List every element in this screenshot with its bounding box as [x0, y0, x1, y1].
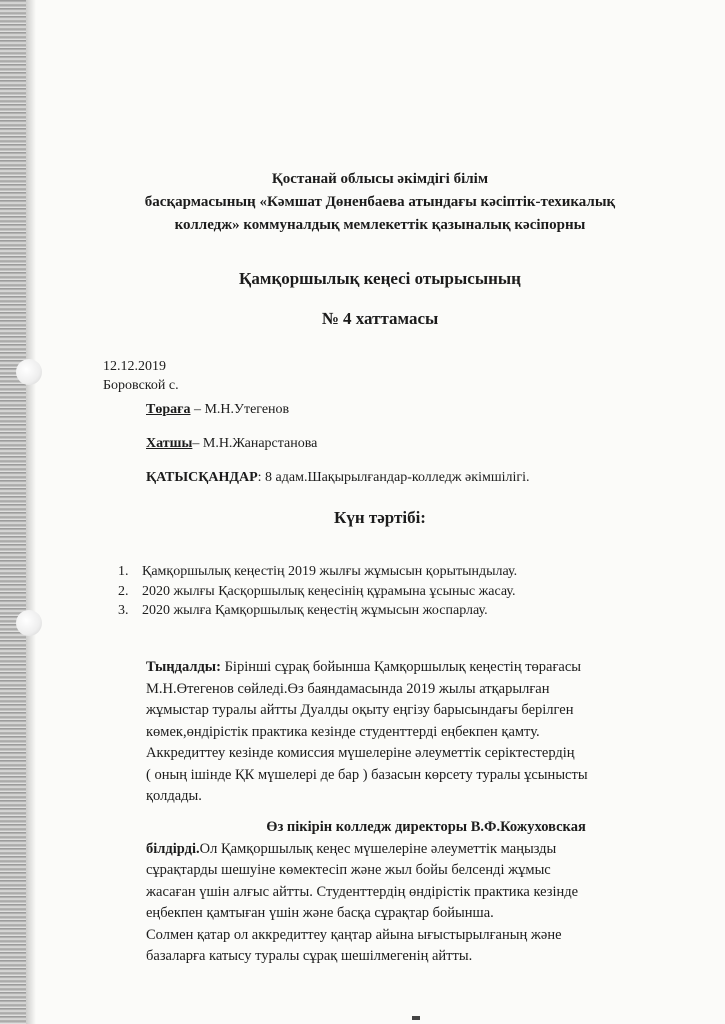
- chairperson-name: – М.Н.Утегенов: [190, 402, 290, 417]
- meeting-place: Боровской с.: [103, 378, 179, 393]
- header-line-1: Қостанай облысы әкімдігі білім: [271, 171, 489, 187]
- header-line-3: колледж» коммуналдық мемлекеттік қазыналық кәсіпорны: [174, 217, 586, 233]
- director-opinion-heading: Өз пікірін колледж директоры В.Ф.Кожуховская: [266, 819, 586, 835]
- paragraph-text: Бірінші сұрақ бойынша Қамқоршылық кеңестің төрағасы: [220, 659, 582, 675]
- participants-row: [146, 470, 530, 486]
- page-mark: [412, 1016, 420, 1020]
- agenda-item-text: 2020 жылғы Қасқоршылық кеңесінің құрамына ұсыныс жасау.: [142, 583, 516, 599]
- organization-header: [90, 168, 670, 237]
- paragraph-line: базаларға катысу туралы сұрақ шешілмегенің айтты.: [146, 948, 473, 964]
- paragraph-line: қолдады.: [146, 788, 202, 804]
- punch-hole-top: [16, 359, 42, 385]
- scan-edge-artifact: [0, 0, 26, 1024]
- chairperson-row: [146, 402, 289, 418]
- secretary-name: – М.Н.Жанарстанова: [192, 436, 318, 451]
- paragraph-line: жасаған үшін алғыс айтты. Студенттердің өндірістік практика кезінде: [146, 883, 579, 900]
- secretary-row: [146, 436, 317, 452]
- agenda-item: [118, 562, 517, 582]
- document-title: Қамқоршылық кеңесі отырысының: [239, 269, 521, 288]
- agenda-title: Күн тәртібі:: [334, 508, 426, 527]
- paragraph-line: еңбекпен қамтыған үшін және басқа сұрақтар бойынша.: [146, 905, 494, 921]
- paragraph-line: Аккредиттеу кезінде комиссия мүшелеріне әлеуметтік серіктестердің: [146, 745, 575, 761]
- secretary-label: Хатшы: [146, 436, 193, 451]
- expressed-label: білдірді.: [146, 840, 200, 857]
- section-director-opinion: [146, 817, 666, 968]
- protocol-number: № 4 хаттамасы: [321, 309, 439, 328]
- paragraph-line: сұрақтарды шешуіне көмектесіп және жыл бойы белсенді жұмыс: [146, 862, 551, 878]
- agenda-item: [118, 601, 517, 621]
- paragraph-line: М.Н.Өтегенов сөйледі.Өз баяндамасында 2019 жылы атқарылған: [146, 680, 550, 697]
- heard-label: Тыңдалды:: [146, 659, 221, 675]
- meeting-date: 12.12.2019: [103, 359, 166, 374]
- agenda-item-number: 2.: [118, 583, 129, 599]
- agenda-list: [118, 562, 517, 621]
- chairperson-label: Төраға: [146, 402, 191, 417]
- section-heard: [146, 657, 666, 808]
- paragraph-line: Солмен қатар ол аккредиттеу қаңтар айына ығыстырылғаның және: [146, 926, 562, 943]
- paragraph-line: ( оның ішінде ҚК мүшелері де бар ) базасын көрсету туралы ұсынысты: [146, 766, 588, 783]
- agenda-item: [118, 582, 517, 602]
- paragraph-line: [146, 839, 666, 861]
- participants-value: : 8 адам.Шақырылғандар-колледж әкімшілігі.: [257, 470, 530, 485]
- agenda-item-text: 2020 жылға Қамқоршылық кеңестің жұмысын жоспарлау.: [142, 603, 488, 618]
- paragraph-text: Ол Қамқоршылық кеңес мүшелеріне әлеуметтік маңызды: [199, 840, 557, 857]
- punch-hole-bottom: [16, 610, 42, 636]
- agenda-item-number: 3.: [118, 603, 129, 618]
- scan-shadow-artifact: [26, 0, 36, 1024]
- agenda-item-text: Қамқоршылық кеңестің 2019 жылғы жұмысын қорытындылау.: [142, 564, 518, 579]
- participants-label: ҚАТЫСҚАНДАР: [146, 470, 258, 485]
- header-line-2: басқармасының «Кәмшат Дөненбаева атындағы кәсіптік-техикалық: [144, 194, 616, 210]
- paragraph-line: жұмыстар туралы айтты Дуалды оқыту еңгізу барысындағы берілген: [146, 702, 574, 718]
- paragraph-line: [146, 657, 666, 679]
- paragraph-line: көмек,өндірістік практика кезінде студенттерді еңбекпен қамту.: [146, 723, 540, 740]
- agenda-item-number: 1.: [118, 564, 129, 579]
